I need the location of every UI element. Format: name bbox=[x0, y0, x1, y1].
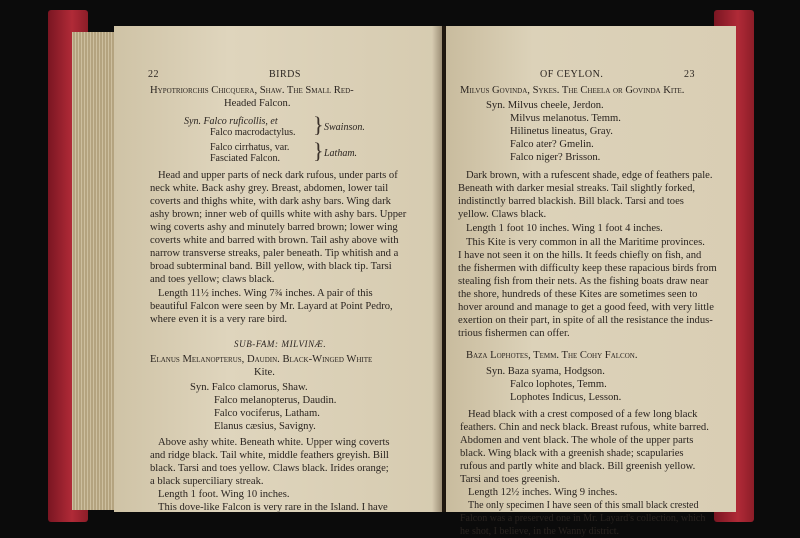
body-line: Head and upper parts of neck dark rufous, under parts of bbox=[158, 170, 398, 181]
brace-icon: } bbox=[313, 112, 324, 137]
body-line: coverts and thighs white, with dark ashy bars. Wing dark bbox=[150, 196, 391, 207]
body-line: Abdomen and vent black. The whole of the upper parts bbox=[460, 435, 694, 446]
page-edges-left bbox=[72, 32, 118, 510]
synonym: Syn. Baza syama, Hodgson. bbox=[486, 366, 605, 377]
body-line: Length 11½ inches. Wing 7¾ inches. A pair of this bbox=[158, 288, 373, 299]
body-line: coverts white and barred with brown. Tail ashy above with bbox=[150, 235, 399, 246]
brace-icon: } bbox=[313, 138, 324, 163]
body-line: trious fishermen can offer. bbox=[458, 328, 570, 339]
synonym: Falco niger? Brisson. bbox=[510, 152, 601, 163]
synonym: Falco macrodactylus. bbox=[210, 127, 296, 138]
open-book bbox=[48, 10, 754, 537]
synonym: Falco melanopterus, Daudin. bbox=[214, 395, 337, 406]
body-line: The only specimen I have seen of this small black crested bbox=[468, 500, 699, 511]
body-line: black. Wing black with a greenish shade; scapularies bbox=[460, 448, 684, 459]
body-line: the fishermen with difficulty keep these rapacious birds from bbox=[458, 263, 717, 274]
synonym: Syn. Falco clamorus, Shaw. bbox=[190, 382, 308, 393]
body-line: Dark brown, with a rufescent shade, edge of feathers pale. bbox=[466, 170, 713, 181]
species-heading-cont: Headed Falcon. bbox=[224, 98, 291, 109]
synonym: Elanus cæsius, Savigny. bbox=[214, 421, 316, 432]
subfamily-heading: SUB-FAM: MILVINÆ. bbox=[234, 339, 327, 349]
body-line: Head black with a crest composed of a few long black bbox=[468, 409, 698, 420]
synonym: Syn. Falco ruficollis, et bbox=[184, 116, 278, 127]
synonym: Falco ater? Gmelin. bbox=[510, 139, 594, 150]
body-line: yellow. Claws black. bbox=[458, 209, 547, 220]
body-line: beautiful Falcon were seen by Mr. Layard at Point Pedro, bbox=[150, 301, 393, 312]
body-line: and toes yellow; claws black. bbox=[150, 274, 275, 285]
synonym: Lophotes Indicus, Lesson. bbox=[510, 392, 622, 403]
body-line: where even it is a very rare bird. bbox=[150, 314, 288, 325]
left-page bbox=[114, 26, 442, 512]
body-line: Tarsi and toes greenish. bbox=[460, 474, 560, 485]
synonym: Syn. Milvus cheele, Jerdon. bbox=[486, 100, 604, 111]
page-number: 23 bbox=[684, 69, 695, 80]
body-line: Falcon was a preserved one in Mr. Layard's collection, which bbox=[460, 513, 706, 524]
species-heading: Baza Lophotes, Temm. The Cohy Falcon. bbox=[466, 350, 638, 361]
body-line: Length 1 foot 10 inches. Wing 1 foot 4 inches. bbox=[466, 223, 663, 234]
body-line: I have not seen it on the hills. It feeds chiefly on fish, and bbox=[458, 250, 702, 261]
species-heading: Milvus Govinda, Sykes. The Cheela or Govinda Kite. bbox=[460, 85, 685, 96]
species-heading: Elanus Melanopterus, Daudin. Black-Winged White bbox=[150, 354, 373, 365]
species-heading: Hypotriorchis Chicquera, Shaw. The Small Red- bbox=[150, 85, 354, 96]
body-line: stealing fish from their nets. As the fishing boats draw near bbox=[458, 276, 709, 287]
body-line: Beneath with darker mesial streaks. Tail slightly forked, bbox=[458, 183, 696, 194]
body-line: wing coverts ashy and minutely barred brown; lower wing bbox=[150, 222, 398, 233]
synonym-author: Swainson. bbox=[324, 122, 365, 133]
synonym: Milvus melanotus. Temm. bbox=[510, 113, 621, 124]
species-heading-cont: Kite. bbox=[254, 367, 275, 378]
body-line: he shot, I believe, in the Wanny district. bbox=[460, 526, 619, 537]
page-number: 22 bbox=[148, 69, 159, 80]
running-head: OF CEYLON. bbox=[540, 69, 604, 80]
body-line: feathers. Chin and neck black. Breast rufous, white barred. bbox=[460, 422, 709, 433]
body-line: black. Tarsi and toes yellow. Claws black. Irides orange; bbox=[150, 463, 389, 474]
right-page bbox=[446, 26, 736, 537]
synonym-author: Latham. bbox=[324, 148, 358, 159]
body-line: Length 12½ inches. Wing 9 inches. bbox=[468, 487, 618, 498]
body-line: broad subterminal band. Bill yellow, with black tip. Tarsi bbox=[150, 261, 392, 272]
running-head: BIRDS bbox=[269, 69, 301, 80]
body-line: This dove-like Falcon is very rare in the Island. I have bbox=[158, 502, 388, 513]
synonym: Falco cirrhatus, var. bbox=[210, 142, 290, 153]
body-line: indistinctly barred blackish. Bill black. Tarsi and toes bbox=[458, 196, 684, 207]
body-line: ashy brown; inner web of quills white with ashy bars. Upper bbox=[150, 209, 407, 220]
body-line: a black superciliary streak. bbox=[150, 476, 264, 487]
body-line: Above ashy white. Beneath white. Upper wing coverts bbox=[158, 437, 390, 448]
body-line: the shore, hundreds of these Kites are sometimes seen to bbox=[458, 289, 698, 300]
body-line: Length 1 foot. Wing 10 inches. bbox=[158, 489, 290, 500]
body-line: This Kite is very common in all the Maritime provinces. bbox=[466, 237, 705, 248]
synonym: Falco vociferus, Latham. bbox=[214, 408, 320, 419]
synonym: Hilinetus lineatus, Gray. bbox=[510, 126, 613, 137]
body-line: and ridge black. Tail white, middle feathers greyish. Bill bbox=[150, 450, 389, 461]
body-line: rufous and partly white and black. Bill greenish yellow. bbox=[460, 461, 696, 472]
body-line: narrow transverse streaks, paler beneath. Tip whitish and a bbox=[150, 248, 399, 259]
body-line: hover around and manage to get a good feed, with very little bbox=[458, 302, 714, 313]
synonym: Fasciated Falcon. bbox=[210, 153, 280, 164]
body-line: neck white. Back ashy grey. Breast, abdomen, lower tail bbox=[150, 183, 389, 194]
body-line: exertion on their part, in spite of all the resistance the indus- bbox=[458, 315, 713, 326]
synonym: Falco lophotes, Temm. bbox=[510, 379, 607, 390]
